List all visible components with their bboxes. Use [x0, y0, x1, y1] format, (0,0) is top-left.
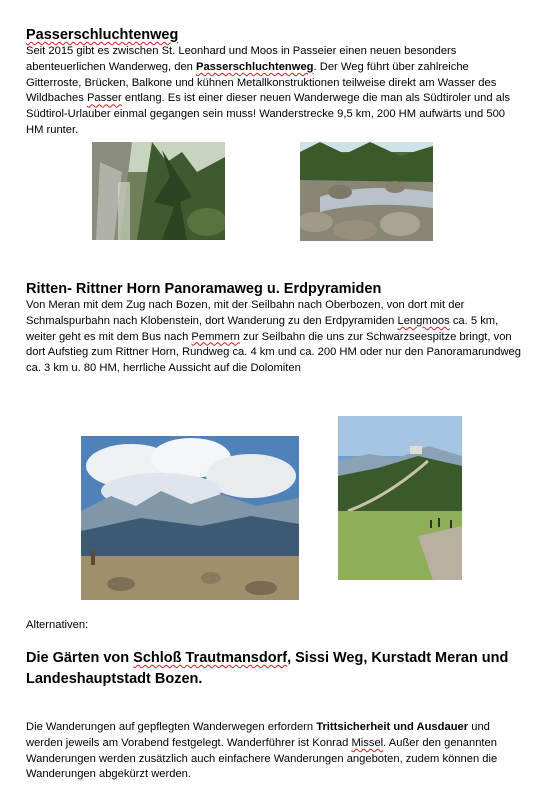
footer-text-d: Missel [351, 736, 384, 749]
section2-text-c: ca. 5 km, weiter geht es mit dem Bus nach [26, 314, 499, 343]
section1-text-c: . Der Weg führt über zahlreiche Gitterroste, Brücken, Balkone und kühnen Metallkonstruktionen teilweise direkt am Wasser des Wildbaches [26, 60, 497, 105]
section2-title: Ritten- Rittner Horn Panoramaweg u. Erdpyramiden [26, 281, 382, 297]
section2-text-e: zur Seilbahn die uns zur Schwarzseespitze bringt, von dort Aufstieg zum Rittner Horn, Rundweg ca. 4 km und ca. 200 HM oder nur den Panoramarundweg ca. 3 km u. 80 HM, herrliche Aussicht auf die Dolomiten [26, 330, 521, 375]
section2-paragraph [26, 298, 521, 377]
section3-heading [26, 648, 516, 690]
footer-text-e: . Außer den genannten Wanderungen werden zusätzlich auch einfachere Wanderungen angeboten, zudem können die Wanderungen abgekürzt werden. [26, 736, 498, 781]
river-rocks-photo [300, 142, 433, 241]
section2-text-a: Von Meran mit dem Zug nach Bozen, mit der Seilbahn nach Oberbozen, von dort mit der Schmalspurbahn nach Klobenstein, dort Wanderung zu den Erdpyramiden [26, 299, 465, 327]
section2-text-b: Lengmoos [397, 314, 450, 327]
dolomites-clouds-photo [81, 436, 299, 600]
rittner-horn-path-photo [338, 416, 462, 580]
section1-text-e: entlang. Es ist einer dieser neuen Wanderwege die man als Südtiroler und als Südtirol-Urlauber einmal gegangen sein muss! Wanderstrecke 9,5 km, 200 HM aufwärts und 500 HM runter. [26, 92, 511, 136]
section1-text-b: Passerschluchtenweg [196, 60, 314, 73]
section3-text-c: , Sissi Weg, Kurstadt Meran und Landeshauptstadt Bozen. [26, 650, 509, 687]
gorge-forest-photo [92, 142, 225, 240]
section3-text-b: Schloß Trautmansdorf [133, 650, 288, 666]
footer-paragraph [26, 720, 521, 783]
section2-text-d: Pemmern [191, 330, 240, 343]
section3-text-a: Die Gärten von [26, 650, 134, 666]
section1-text-d: Passer [86, 92, 122, 105]
section1-text-a: Seit 2015 gibt es zwischen St. Leonhard und Moos in Passeier einen neuen besonders abenteuerlichen Wanderweg, den [26, 45, 457, 73]
section1-title: Passerschluchtenweg [26, 27, 179, 43]
alternatives-label: Alternativen: [26, 619, 89, 631]
footer-text-b: Trittsicherheit und Ausdauer [316, 721, 469, 733]
footer-text-a: Die Wanderungen auf gepflegten Wanderwegen erfordern [26, 721, 317, 733]
footer-text-c: und werden jeweils am Vorabend festgelegt. Wanderführer ist Konrad [26, 721, 490, 749]
section1-paragraph [26, 44, 521, 139]
